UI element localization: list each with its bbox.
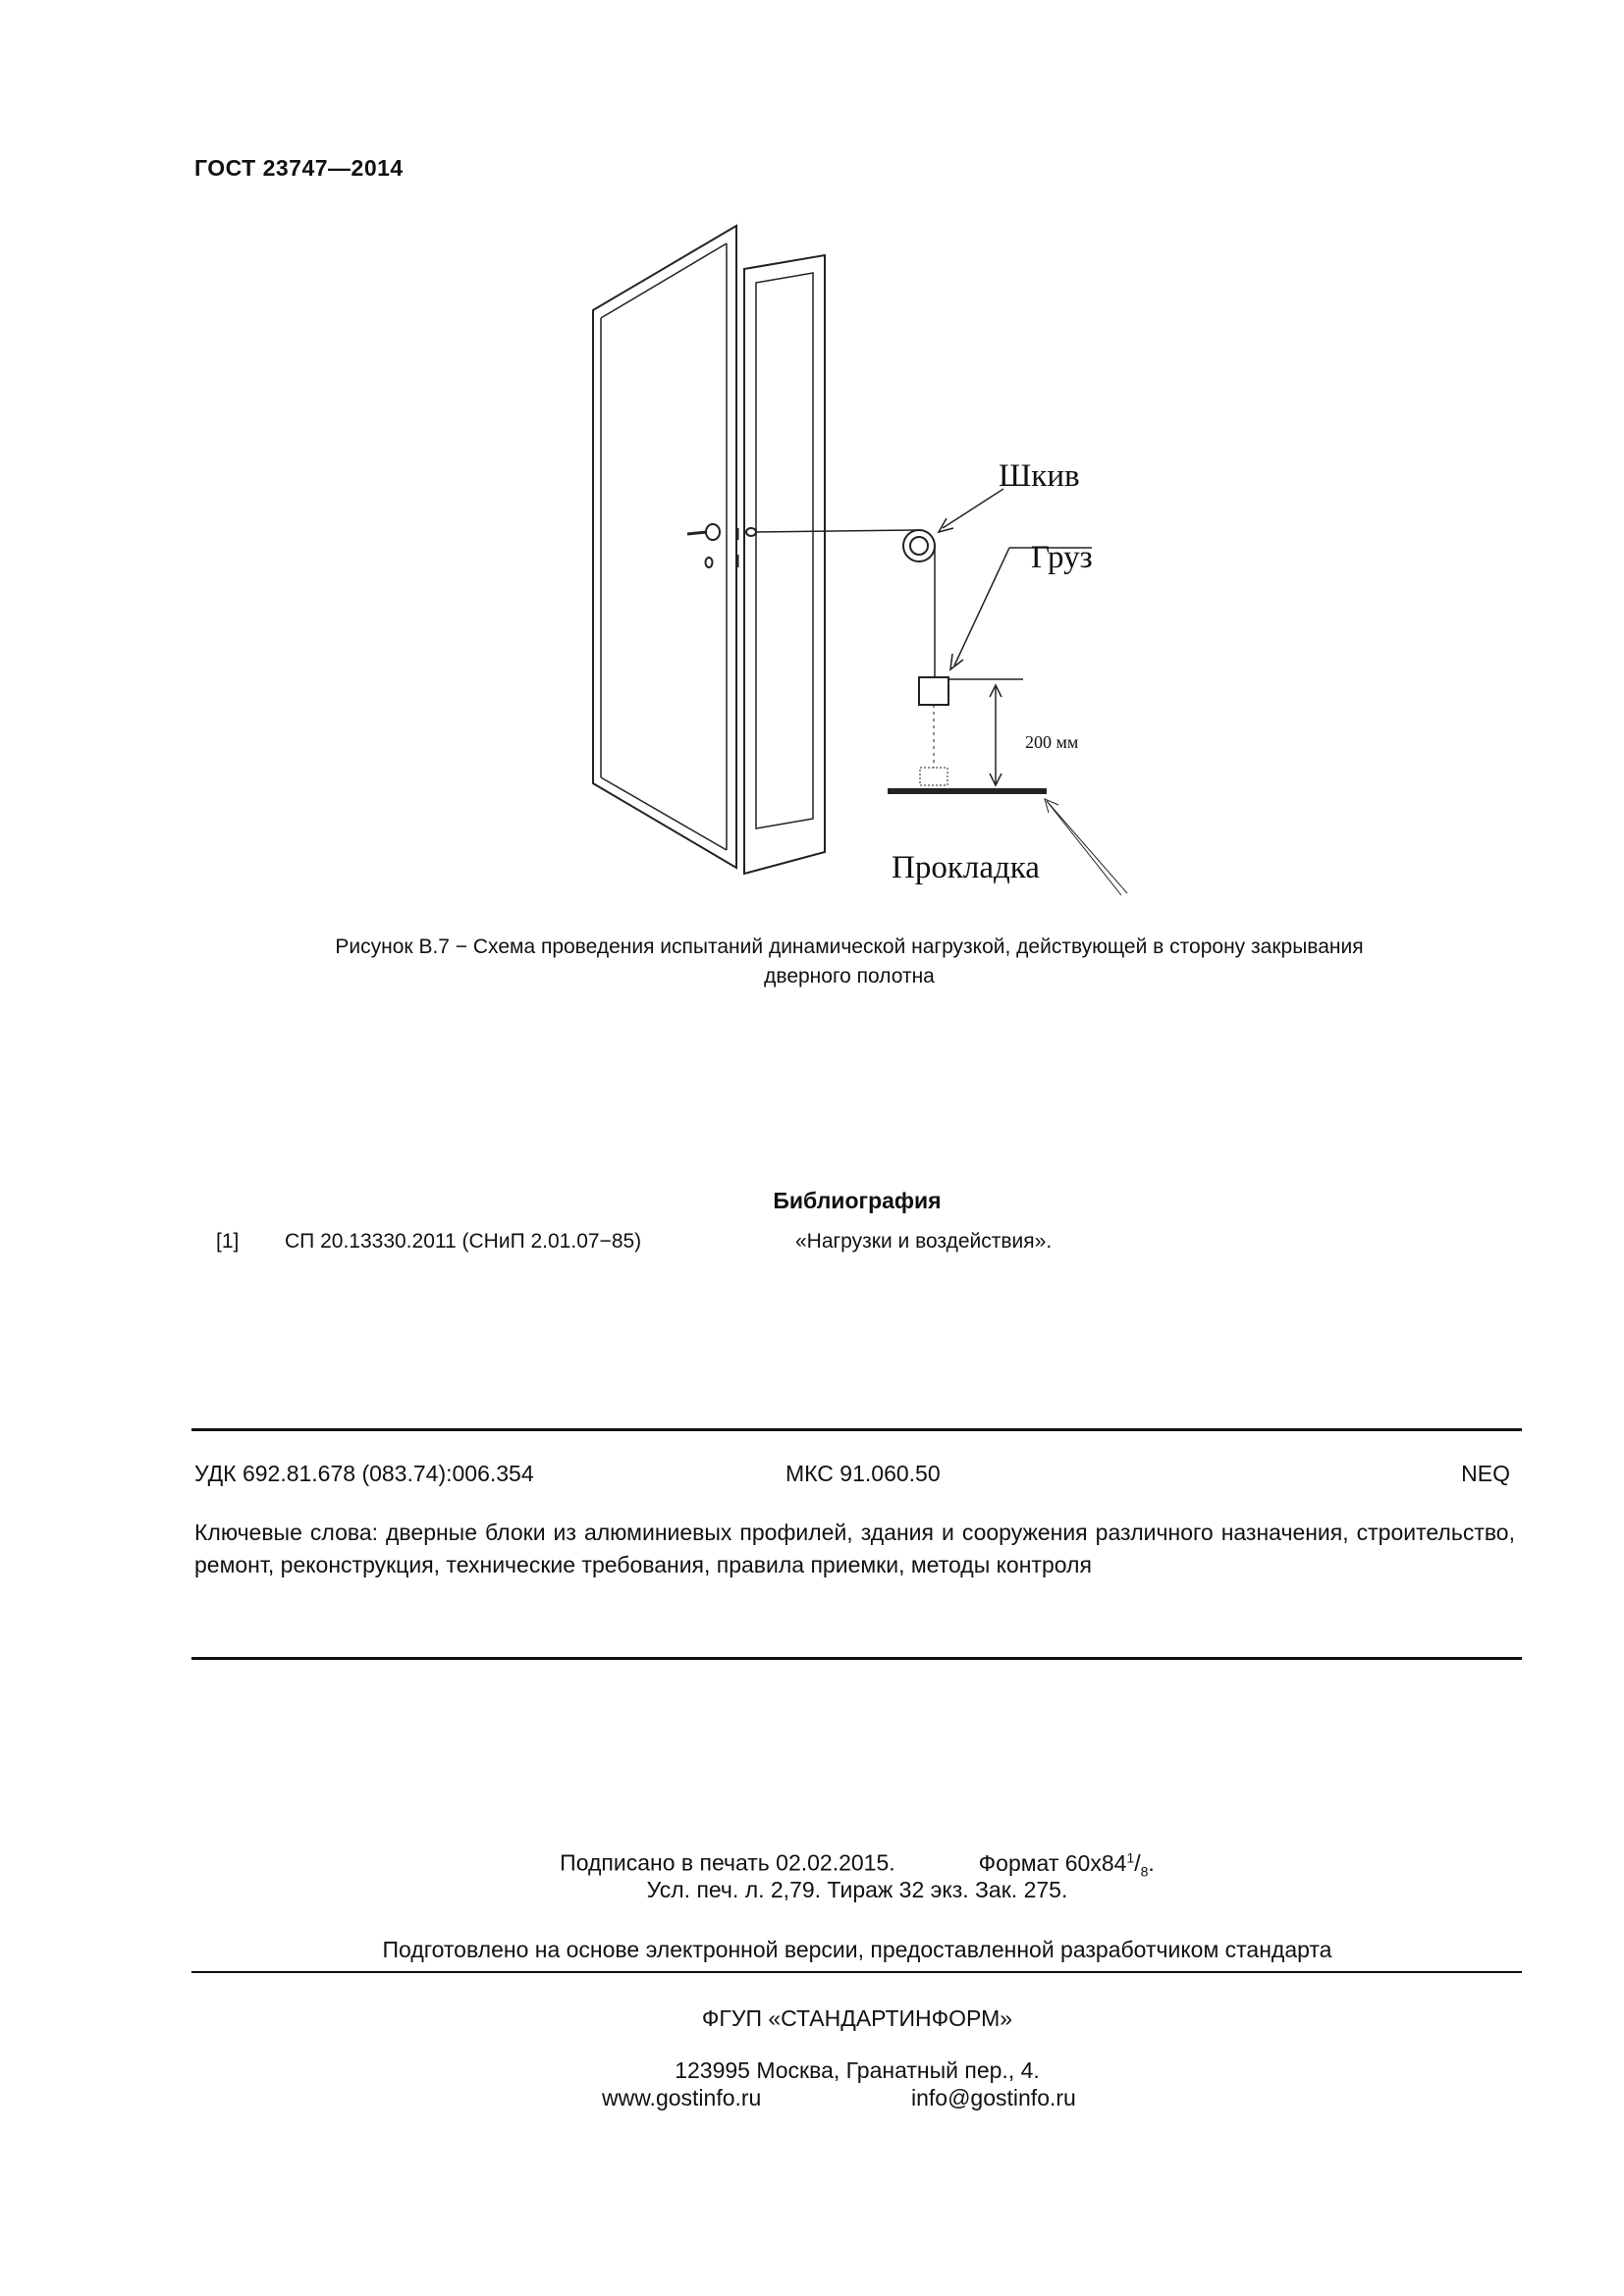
bottom-divider — [191, 1657, 1522, 1660]
mks-code: МКС 91.060.50 — [785, 1461, 941, 1486]
bibliography-item — [216, 1230, 1492, 1259]
bibliography-item-name: «Нагрузки и воздействия». — [795, 1230, 1053, 1253]
signed-date: Подписано в печать 02.02.2015. — [560, 1849, 895, 1876]
bibliography-title: Библиография — [773, 1188, 942, 1213]
pad-label: Прокладка — [892, 850, 1040, 885]
weight-box — [919, 677, 948, 705]
keywords: Ключевые слова: дверные блоки из алюминиевых профилей, здания и сооружения различного назначения, строительство, ремонт, реконструкция, технические требования, правила приемки, методы контроля — [194, 1520, 1515, 1577]
door-leaf — [593, 226, 736, 868]
keyhole — [706, 558, 713, 567]
equivalence-code: NEQ — [1461, 1461, 1510, 1486]
pulley-label: Шкив — [999, 458, 1080, 494]
contact-row — [194, 2085, 1520, 2116]
udk-code: УДК 692.81.678 (083.74):006.354 — [194, 1461, 534, 1486]
bibliography-item-code: СП 20.13330.2011 (СНиП 2.01.07−85) — [285, 1230, 642, 1253]
print-info: Усл. печ. л. 2,79. Тираж 32 экз. Зак. 275. — [646, 1877, 1068, 1902]
caption-line-1: Рисунок В.7 − Схема проведения испытаний динамической нагрузкой, действующей в сторону закрывания — [335, 935, 1364, 958]
door-frame-inner — [756, 273, 813, 828]
caption-line-2: дверного полотна — [764, 965, 935, 988]
prepared-note: Подготовлено на основе электронной версии, предоставленной разработчиком стандарта — [382, 1937, 1332, 1962]
document-header: ГОСТ 23747—2014 — [194, 155, 404, 181]
weight-label: Груз — [1031, 540, 1093, 575]
test-scheme-figure — [530, 216, 1159, 903]
pulley — [903, 530, 935, 561]
classification-row — [194, 1461, 1520, 1492]
door-handle — [706, 524, 720, 540]
door-test-diagram — [530, 216, 1159, 903]
email-link[interactable]: info@gostinfo.ru — [911, 2085, 1076, 2110]
publisher-address: 123995 Москва, Гранатный пер., 4. — [675, 2057, 1040, 2083]
top-divider — [191, 1428, 1522, 1431]
website-link[interactable]: www.gostinfo.ru — [602, 2085, 762, 2110]
figure-caption — [226, 933, 1473, 991]
publisher-name: ФГУП «СТАНДАРТИНФОРМ» — [701, 2005, 1013, 2031]
paper-format: Формат $60х84^1/_8$. — [978, 1849, 1155, 1880]
rope-horizontal — [756, 530, 916, 532]
distance-label: 200 мм — [1025, 732, 1079, 752]
imprint-divider — [191, 1971, 1522, 1973]
bibliography-item-number: [1] — [216, 1230, 240, 1253]
